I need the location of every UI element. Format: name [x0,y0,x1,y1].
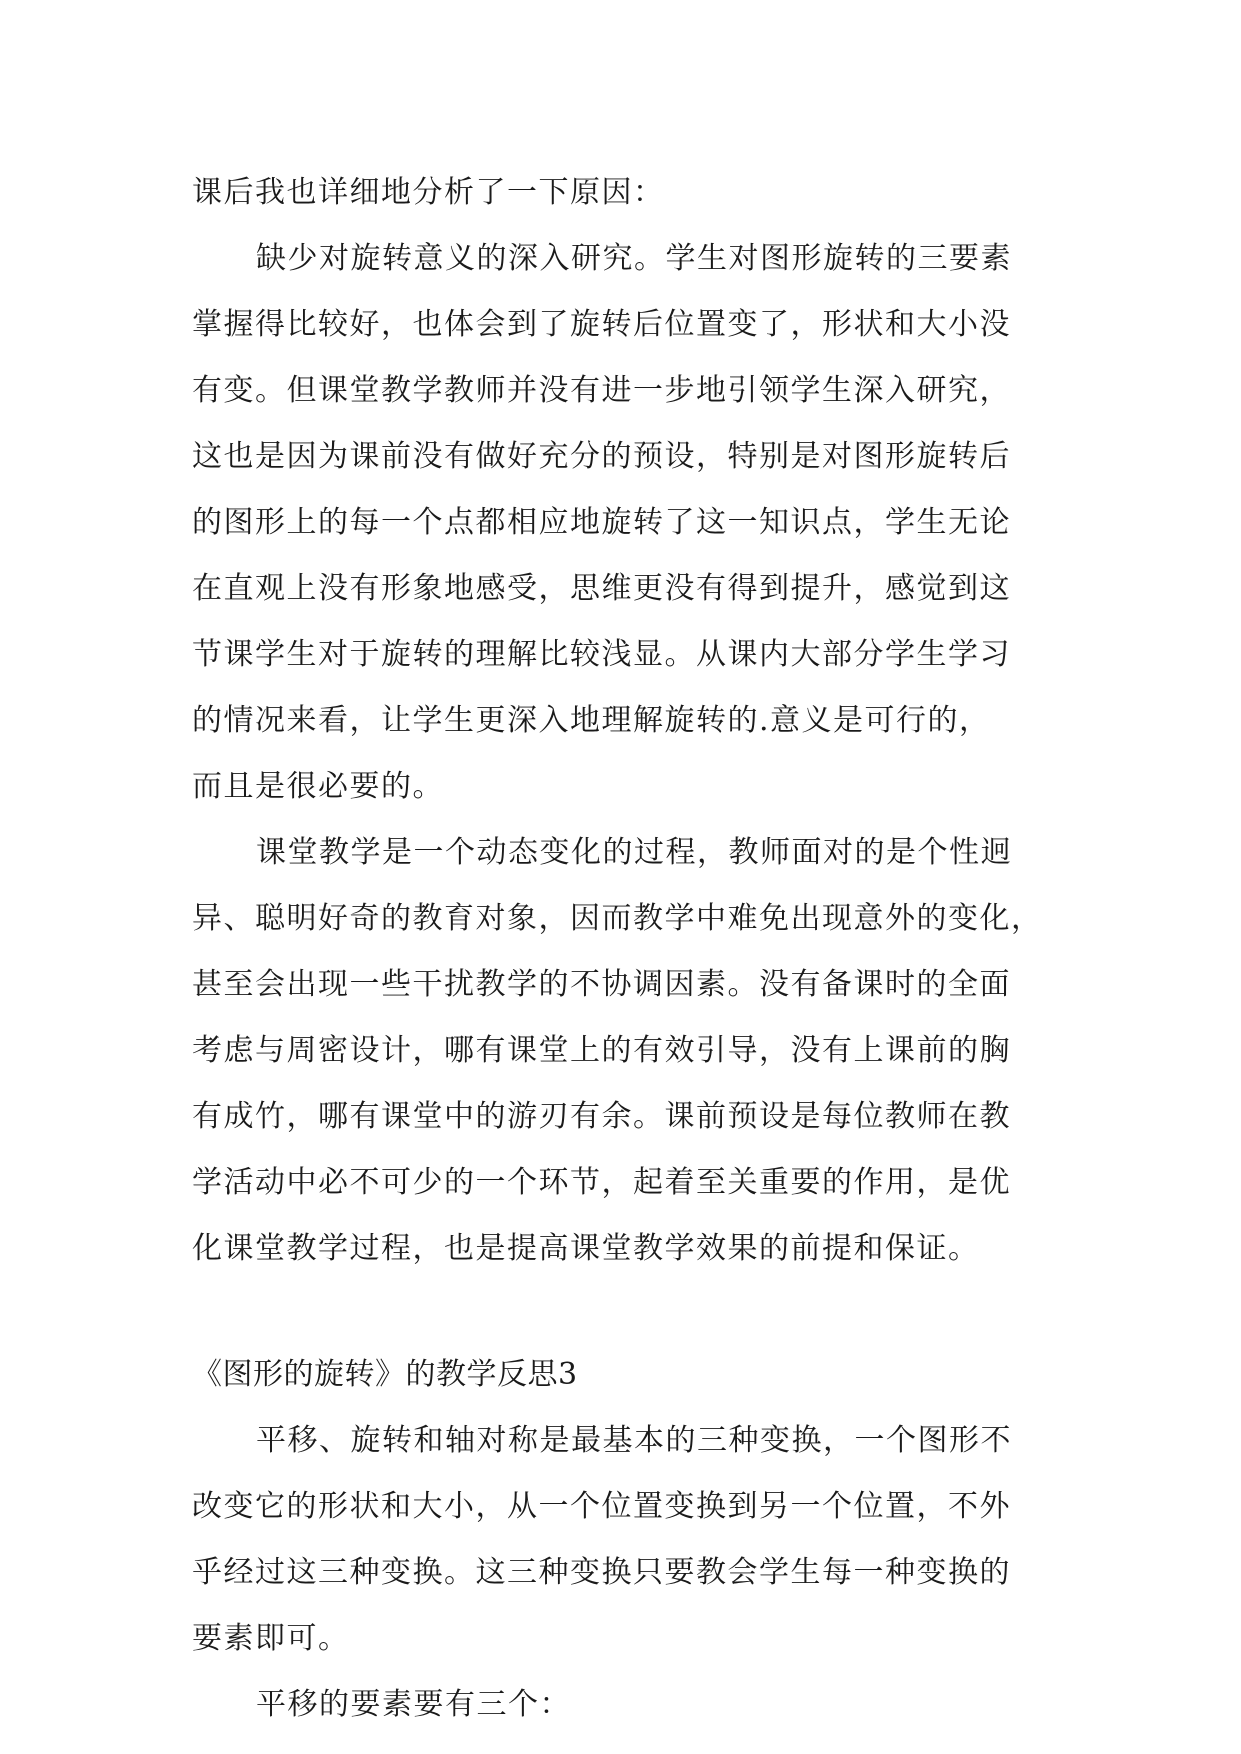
paragraph-translation-elements [192,1672,1054,1738]
text-line: 在直观上没有形象地感受，思维更没有得到提升，感觉到这 [192,571,1011,606]
text-line: 有变。但课堂教学教师并没有进一步地引领学生深入研究， [192,373,1011,408]
text-line: 甚至会出现一些干扰教学的不协调因素。没有备课时的全面 [192,967,1011,1002]
paragraph-classroom-teaching [192,820,1054,1282]
text-line: 改变它的形状和大小，从一个位置变换到另一个位置，不外 [192,1489,1011,1524]
document-body [192,160,1054,1738]
paragraph-intro [192,160,1054,226]
text-line: 要素即可。 [192,1621,350,1656]
text-line: 课堂教学是一个动态变化的过程，教师面对的是个性迥 [256,835,1012,870]
text-line: 平移的要素要有三个： [256,1687,571,1722]
text-line: 的图形上的每一个点都相应地旋转了这一知识点，学生无论 [192,505,1011,540]
text-line: 掌握得比较好，也体会到了旋转后位置变了，形状和大小没 [192,307,1011,342]
section-spacer [192,1282,1054,1342]
text-line: 异、聪明好奇的教育对象，因而教学中难免出现意外的变化， [192,901,1043,936]
section-title: 《图形的旋转》的教学反思3 [192,1357,578,1392]
text-line: 缺少对旋转意义的深入研究。学生对图形旋转的三要素 [256,241,1012,276]
paragraph-transformations [192,1408,1054,1672]
text-line: 的情况来看，让学生更深入地理解旋转的.意义是可行的， [192,703,991,738]
text-line: 课后我也详细地分析了一下原因： [192,175,665,210]
text-line: 节课学生对于旋转的理解比较浅显。从课内大部分学生学习 [192,637,1011,672]
text-line: 乎经过这三种变换。这三种变换只要教会学生每一种变换的 [192,1555,1011,1590]
text-line: 平移、旋转和轴对称是最基本的三种变换，一个图形不 [256,1423,1012,1458]
text-line: 有成竹，哪有课堂中的游刃有余。课前预设是每位教师在教 [192,1099,1011,1134]
text-line: 而且是很必要的。 [192,769,444,804]
text-line: 考虑与周密设计，哪有课堂上的有效引导，没有上课前的胸 [192,1033,1011,1068]
paragraph-analysis [192,226,1054,820]
text-line: 化课堂教学过程，也是提高课堂教学效果的前提和保证。 [192,1231,980,1266]
text-line: 学活动中必不可少的一个环节，起着至关重要的作用，是优 [192,1165,1011,1200]
text-line: 这也是因为课前没有做好充分的预设，特别是对图形旋转后 [192,439,1011,474]
